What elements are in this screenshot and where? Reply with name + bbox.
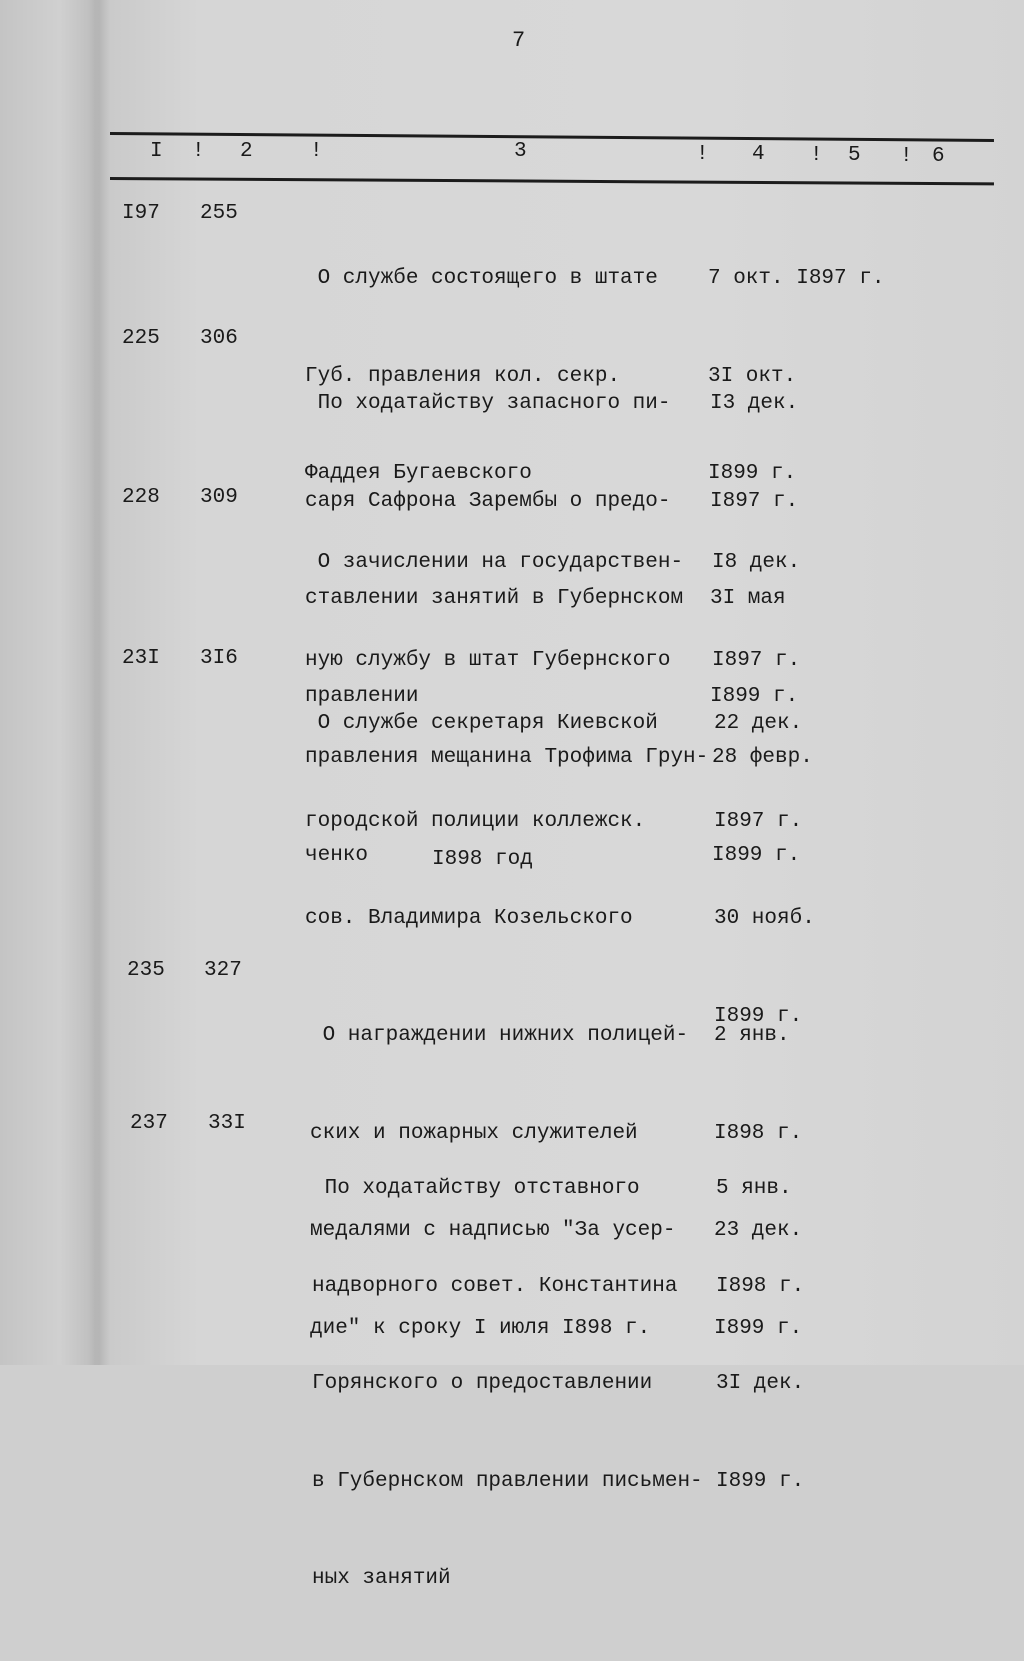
header-separator: ! [192, 140, 205, 163]
item-number: 3I6 [200, 647, 238, 670]
header-col-2: 2 [240, 140, 253, 163]
row-description [305, 643, 715, 1001]
date-line: I899 г. [716, 1469, 805, 1493]
row-description [312, 1108, 732, 1661]
date-line: I899 г. [710, 684, 799, 708]
description-line: О зачислении на государствен- [305, 551, 684, 574]
description-line: надворного совет. Константина [312, 1274, 678, 1298]
date-line: I897 г. [710, 489, 799, 513]
item-number: 306 [200, 327, 238, 350]
description-line: ных занятий [312, 1567, 451, 1590]
row-number: 23I [122, 647, 160, 670]
row-number: 237 [130, 1112, 168, 1135]
date-line: 30 нояб. [714, 907, 815, 930]
description-line: саря Сафрона Зарембы о предо- [305, 489, 671, 513]
description-line: По ходатайству запасного пи- [305, 392, 671, 415]
header-separator: ! [810, 144, 823, 167]
date-line: 22 дек. [714, 712, 803, 735]
description-line: Горянского о предоставлении [312, 1372, 653, 1395]
date-line: I897 г. [712, 648, 801, 672]
item-number: 309 [200, 486, 238, 509]
binding-gutter-shadow [88, 0, 110, 1365]
header-separator: ! [310, 140, 323, 163]
row-number: 235 [127, 959, 165, 982]
date-line: I897 г. [714, 809, 803, 833]
date-line: 3I мая [710, 587, 786, 610]
description-line: правлении [305, 684, 419, 708]
description-line: дие" к сроку I июля I898 г. [310, 1316, 651, 1340]
date-line: I899 г. [714, 1004, 803, 1028]
item-number: 33I [208, 1112, 246, 1135]
date-line: I8 дек. [712, 551, 801, 574]
description-line: медалями с надписью "За усер- [310, 1219, 676, 1242]
date-line: 3I окт. [708, 364, 797, 388]
description-line: сов. Владимира Козельского [305, 907, 633, 930]
description-line: О службе состоящего в штате [305, 267, 658, 290]
date-line: 2 янв. [714, 1024, 790, 1047]
description-line: О награждении нижних полицей- [310, 1024, 689, 1047]
description-line: правления мещанина Трофима Грун- [305, 746, 709, 769]
header-col-1: I [150, 140, 163, 163]
date-line: I3 дек. [710, 392, 799, 415]
section-title-year: I898 год [432, 848, 533, 871]
header-separator: ! [900, 145, 913, 168]
header-col-5: 5 [848, 144, 861, 167]
date-line: 7 окт. I897 г. [708, 267, 885, 290]
header-separator: ! [696, 143, 709, 166]
description-line: ских и пожарных служителей [310, 1121, 638, 1145]
date-line: 23 дек. [714, 1219, 803, 1242]
description-line: О службе секретаря Киевской [305, 712, 658, 735]
date-line: 3I дек. [716, 1372, 805, 1395]
row-number: I97 [122, 202, 160, 225]
item-number: 255 [200, 202, 238, 225]
description-line: ченко [305, 843, 369, 867]
description-line: По ходатайству отставного [312, 1177, 640, 1200]
description-line: ную службу в штат Губернского [305, 648, 671, 672]
date-line: I898 г. [714, 1121, 803, 1145]
row-number: 225 [122, 327, 160, 350]
row-dates [716, 1108, 804, 1563]
date-line: 28 февр. [712, 746, 813, 769]
header-col-4: 4 [752, 143, 765, 166]
date-line: I899 г. [714, 1316, 803, 1340]
description-line: городской полиции коллежск. [305, 809, 646, 833]
row-number: 228 [122, 486, 160, 509]
description-line: Фаддея Бугаевского [305, 462, 532, 485]
description-line: в Губернском правлении письмен- [312, 1469, 703, 1493]
date-line: 5 янв. [716, 1177, 792, 1200]
description-line: Губ. правления кол. секр. [305, 364, 621, 388]
item-number: 327 [204, 959, 242, 982]
page-number: 7 [512, 28, 526, 53]
date-line: I899 г. [708, 462, 797, 485]
description-line: ставлении занятий в Губернском [305, 587, 684, 610]
header-col-3: 3 [514, 140, 527, 163]
date-line: I898 г. [716, 1274, 805, 1298]
header-col-6: 6 [932, 145, 945, 168]
date-line: I899 г. [712, 843, 801, 867]
